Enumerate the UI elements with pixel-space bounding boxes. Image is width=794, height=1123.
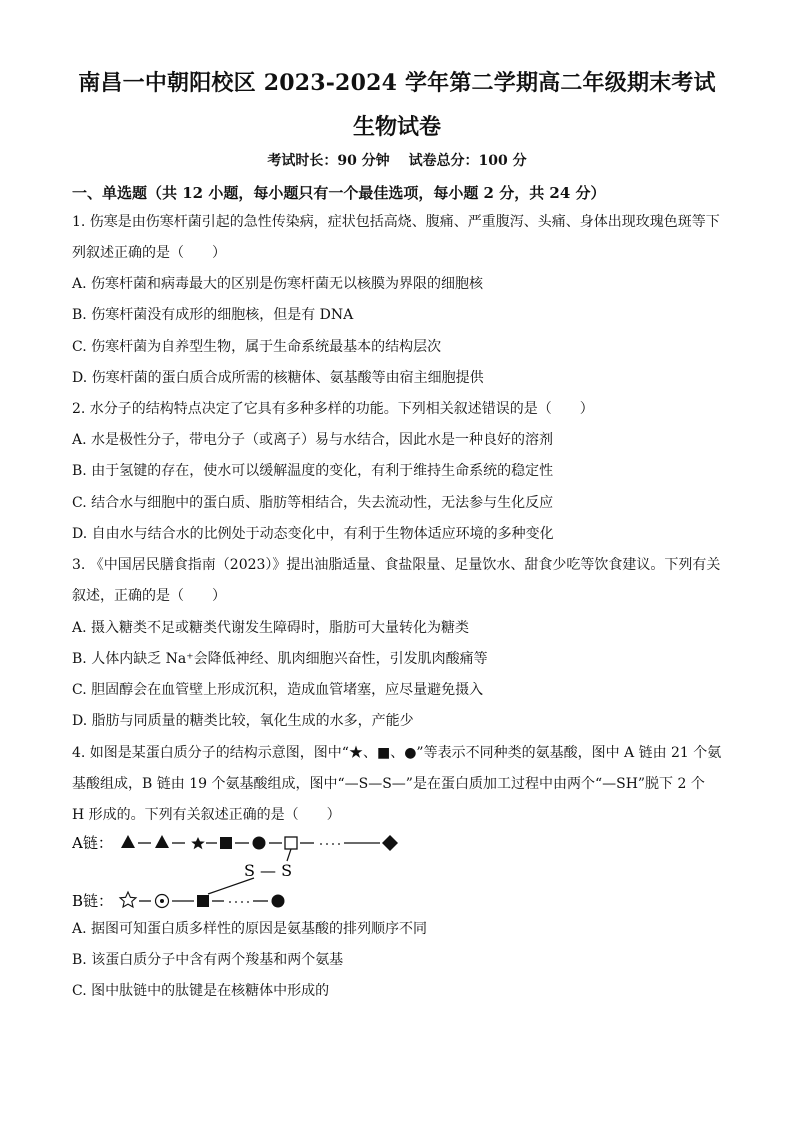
square-amino-acid-icon	[197, 895, 209, 907]
option-line: C. 胆固醇会在血管壁上形成沉积，造成血管堵塞，应尽量避免摄入	[72, 682, 484, 698]
question-stem: 列叙述正确的是（ ）	[72, 245, 226, 261]
open-square-amino-acid-icon	[285, 837, 297, 849]
star-amino-acid-icon	[191, 837, 205, 849]
protein-structure-diagram	[72, 828, 432, 910]
ellipsis-dot	[338, 843, 340, 845]
option-line: D. 脂肪与同质量的糖类比较，氧化生成的水多，产能少	[72, 713, 414, 729]
triangle-amino-acid-icon	[121, 835, 135, 848]
question-stem: 叙述，正确的是（ ）	[72, 588, 226, 604]
ellipsis-dot	[229, 901, 231, 903]
option-line: C. 图中肽链中的肽键是在核糖体中形成的	[72, 983, 330, 999]
exam-score: 试卷总分：100 分	[408, 153, 527, 169]
question-stem: H 形成的。下列有关叙述正确的是（ ）	[72, 807, 341, 823]
option-line: C. 结合水与细胞中的蛋白质、脂肪等相结合，失去流动性，无法参与生化反应	[72, 495, 554, 511]
option-line: A. 据图可知蛋白质多样性的原因是氨基酸的排列顺序不同	[72, 921, 428, 937]
question-stem: 2. 水分子的结构特点决定了它具有多种多样的功能。下列相关叙述错误的是（ ）	[72, 401, 594, 417]
ellipsis-dot	[241, 901, 243, 903]
square-amino-acid-icon	[220, 837, 232, 849]
chain-a-label: A链：	[72, 834, 113, 852]
triangle-amino-acid-icon	[155, 835, 169, 848]
circle-amino-acid-icon	[272, 895, 285, 908]
chain-b-label: B链：	[72, 892, 114, 910]
option-line: A. 摄入糖类不足或糖类代谢发生障碍时，脂肪可大量转化为糖类	[72, 620, 470, 636]
ellipsis-dot	[235, 901, 237, 903]
option-line: C. 伤寒杆菌为自养型生物，属于生命系统最基本的结构层次	[72, 339, 442, 355]
dotted-circle-center	[160, 899, 164, 903]
exam-title: 南昌一中朝阳校区 2023-2024 学年第二学期高二年级期末考试	[78, 70, 716, 96]
option-line: A. 伤寒杆菌和病毒最大的区别是伤寒杆菌无以核膜为界限的细胞核	[72, 276, 484, 292]
question-stem: 3. 《中国居民膳食指南（2023）》提出油脂适量、食盐限量、足量饮水、甜食少吃等饮食建议。下列有关	[72, 557, 721, 573]
circle-amino-acid-icon	[253, 837, 266, 850]
ellipsis-dot	[326, 843, 328, 845]
exam-time: 考试时长：90 分钟	[267, 153, 390, 169]
option-line: D. 自由水与结合水的比例处于动态变化中，有利于生物体适应环境的多种变化	[72, 526, 554, 542]
section-heading: 一、单选题（共 12 小题，每小题只有一个最佳选项，每小题 2 分，共 24 分）	[72, 184, 606, 202]
diamond-amino-acid-icon	[382, 835, 398, 851]
disulfide-bond-label: S — S	[244, 861, 293, 880]
exam-subtitle: 生物试卷	[352, 114, 441, 140]
question-stem: 4. 如图是某蛋白质分子的结构示意图，图中“★、■、●”等表示不同种类的氨基酸，图中 A 链由 21 个氨	[72, 745, 722, 761]
open-star-amino-acid-icon	[120, 892, 136, 907]
question-stem: 1. 伤寒是由伤寒杆菌引起的急性传染病，症状包括高烧、腹痛、严重腹泻、头痛、身体出现玫瑰色斑等下	[72, 214, 720, 230]
option-line: A. 水是极性分子，带电分子（或离子）易与水结合，因此水是一种良好的溶剂	[72, 432, 554, 448]
option-line: D. 伤寒杆菌的蛋白质合成所需的核糖体、氨基酸等由宿主细胞提供	[72, 370, 484, 386]
disulfide-connector	[208, 878, 254, 894]
disulfide-connector	[287, 849, 291, 861]
option-line: B. 人体内缺乏 Na⁺会降低神经、肌肉细胞兴奋性，引发肌肉酸痛等	[72, 651, 488, 667]
question-stem: 基酸组成，B 链由 19 个氨基酸组成，图中“—S—S—”是在蛋白质加工过程中由两个“—SH”脱下 2 个	[72, 776, 705, 792]
option-line: B. 由于氢键的存在，使水可以缓解温度的变化，有利于维持生命系统的稳定性	[72, 463, 554, 479]
ellipsis-dot	[247, 901, 249, 903]
option-line: B. 该蛋白质分子中含有两个羧基和两个氨基	[72, 952, 344, 968]
exam-info	[0, 150, 794, 170]
option-line: B. 伤寒杆菌没有成形的细胞核，但是有 DNA	[72, 307, 354, 323]
ellipsis-dot	[320, 843, 322, 845]
ellipsis-dot	[332, 843, 334, 845]
